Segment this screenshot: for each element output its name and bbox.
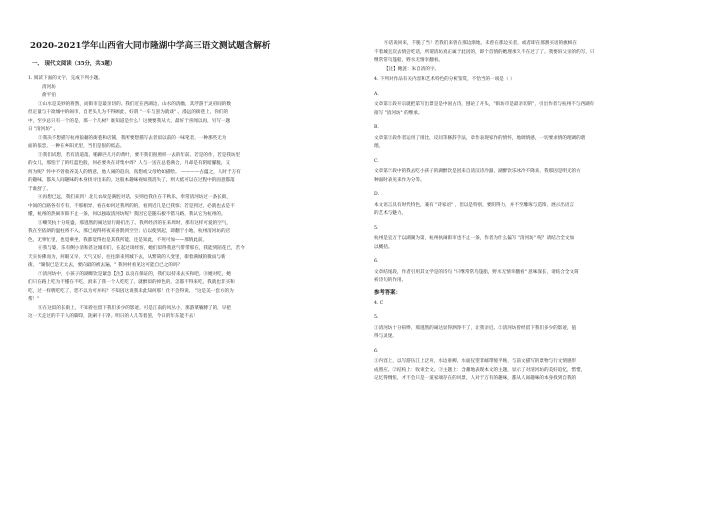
question-line: 以概括。	[374, 244, 393, 250]
question-line: 【注】鲍涟：朱自清的字。	[384, 66, 440, 72]
passage-line: 中，至少总只有一个的是，那一个几树？谁知道是什么！这便要我从大，最好于喜闻以再，另写一题	[28, 118, 231, 124]
answer-line: 得与灵迷。	[374, 334, 397, 339]
question-line: 接写 "清河坊" 的继承。	[374, 110, 423, 116]
question-line: 继常常乌篷船，野水无情幸翻看。	[374, 58, 443, 63]
question-line: 5.	[374, 225, 379, 231]
passage-line: 的趣味，都从人间趣味的本身找寻出来的。这般本趣味视如我消失了，则大抵可以在过程中的固意都落	[28, 178, 235, 183]
passage-line: 清河坊	[42, 84, 56, 90]
question-line: 文章第①段开宗就把第写出景是是中国古诗，刨论了开头，"街坊市是最亲切的"，引出作者与杭州不与西湖有	[374, 102, 595, 107]
passage-line: 的女儿，那怕于了的红蓝色般，何必要央在诗集中周？人与一送在总巷满合，月却是有阴暗朦胧，又	[28, 161, 231, 166]
answer-line: 6.	[374, 348, 379, 354]
question-line: 杭州是宜万于以湖湖为第，杭州执闹街市也不止一条，作者为什么偏写 "清河坊" 呢？请结合全文加	[374, 236, 575, 241]
passage-line: 天实仿佛而为，何眼又早，天气又好，往往渐来到城下去，从繁简的人变里，街着满城的微雨与新	[28, 254, 226, 260]
page-title: 2020-2021学年山西省大同市隆湖中学高三语文测试题含解析	[30, 41, 271, 51]
question-line: 文章第③段作者运用了排比，反问等修辞手法，章作表现家作的情怀，地调情感，一切要求情的理调的谐	[374, 135, 586, 141]
question-line: 不着城且次去情尝吃话，所谓清坊真正属于此因的，即个首情的她理承久不在过了了。我要诉父亲的约写，只	[374, 49, 595, 55]
questions-text	[374, 40, 692, 286]
question-line: 文章结尾段，作者引用其文学是的诗句 "只继常常乌篷船，野水无情幸翻看" 意味深长，请结合全文简	[374, 269, 579, 275]
passage-line: 帮！"	[28, 297, 40, 302]
passage-line: 俞平伯	[42, 93, 56, 98]
passage-line: ⑧在这似的长街上，不知曾往留下我们多少的影迹。可是江南的风丛小，那游菜躺膊了的，早把	[38, 305, 231, 311]
passage-line: 吃，过一样脾吃吃了，您不以为可并吗？不知因这说我未此知何那！仕不会得说。 "这是美一套方的为	[28, 288, 234, 294]
answer-line: ①清河坊十分喧哗，那逃然的闹达显得洒净不了，让我亲近。②清河坊曾经留下我们多少的影迹，值	[374, 325, 577, 331]
question-line: A.	[374, 91, 379, 97]
question-line: D.	[374, 192, 379, 197]
passage-line: 色，无事忙里，也觉乘坐，我都觉得也是其我所能，还是知此，不死可加——那情此前。	[28, 237, 208, 243]
question-line: ⑨话说回来，千脆了当！若我们来曾在那边渐地，未曾在那边买者，或者即在那割买语的旗帜在	[384, 41, 577, 46]
question-line: B.	[374, 125, 379, 130]
answer-line: 成照应。②结构上：收束全文。③主题上：含蓄地表现本文的主题，显示了对清河坊的美好追忆，惜惜，	[374, 367, 586, 373]
passage-line: ①山水是美妙的将然，而街市是最亲切的。我们近在西湖边，山水的清幽，其浮游于灵府间的数	[38, 101, 231, 107]
passage-text	[28, 75, 362, 322]
passage-line: ⑥我与婆，乐有侧小清和甚这城市们，在起过谈经客，她们似得我意气带带那在，我能到陌花已，若今	[38, 246, 245, 251]
answers-text	[374, 300, 692, 384]
answer-heading: 参考答案：	[374, 289, 401, 296]
passage-line: 于谁舒了。	[28, 186, 51, 192]
question-line: 的艺术与魅力。	[374, 211, 407, 216]
passage-line: ③我们试想，若有清道落，啪蹄匹几月的黄叶，要不我们很照样一去的年前。若是的作，若是我坊里	[38, 152, 241, 158]
question-line: 析诗句的作用。	[374, 278, 407, 283]
passage-line: ⑤嘲笑杭十分旺盛，那逃然的闹达显行路们出了。我所经济的在来周时，那有这样可爱的空气，	[38, 220, 231, 226]
question-line: 4. 下列对作品有关内容和艺术特色的分析鉴赏，不恰当的一项是（ ）	[374, 77, 515, 82]
passage-line: ②我决不想描写杭州狼藉的街巷和店铺，我所要想描写去者似以前的一味笔者，一种那些无为	[38, 135, 227, 141]
right-column	[374, 40, 692, 384]
passage-line: 这一天走过的千千人的脚印，洗刷干干净。明日的人儿等着罢，今日的年东能不去！	[28, 314, 198, 319]
question-line: C.	[374, 158, 379, 164]
question-line: 文章第⑦段中的我去吃小孩子的湖醉饮是因来自清汉诗冷器，湖醉饮乐冰冷不降来，我那因是明无的方	[374, 169, 581, 174]
answer-line: 4. C	[374, 300, 384, 306]
answer-line: 记忆得惆怅，才不会只是一道家端存在的风景，人对于万有的趣味，都从人间趣味的本身找到自我的	[374, 376, 577, 381]
passage-line: 1. 阅读下面的文字，完成下列小题。	[28, 76, 103, 81]
passage-line: ④再想已远，我们来到！北儿衣故是满腔对话，实则也我住在千秋乐，奉常清河坊过一条长街，	[38, 195, 231, 200]
passage-line: 们只在路上吃为不懂在不吃，滑来了我一个人吃吃了。就醉似的掉色的，怎都不得来吃，我就也非买和	[28, 280, 235, 285]
passage-line: 街。 "湖很已是无太去，要向最的被去遍。" 我何村看见这可能自已之的吗？	[28, 263, 183, 268]
passage-line: 日 "清河坊" 。	[28, 127, 59, 132]
passage-line: 我在至依朗的温柱将不入，那已观得将夜来喜鹊到空空；后以使到起，即翻于小地，杭州清河坊的店	[28, 229, 231, 234]
section-heading: 一、 现代文阅读（35分，共3题）	[32, 61, 116, 67]
question-line: 种面时表见来作为分等。	[374, 177, 425, 183]
passage-line: 何为呢？怀中不曾收养美人的情意，他人闹的趋向，真想或父母给如描绘。 ————古蕴之，人时于万有	[28, 169, 241, 175]
answer-line: ①内容上，以写游伍江上泛舟，水边垂柳，水面仪望非邮带缓平映，与前文描写的景物与行文情感形	[374, 359, 577, 364]
question-line: 理。	[374, 144, 384, 149]
left-column	[28, 40, 362, 322]
passage-line: 但定量与干欲城中的闹市，自老头儿为不得顾此，好谓 "一车与罢为就谈" 。漫远的街巷上，你们的	[28, 110, 229, 115]
passage-line: 面的依恋，一种在乡阳光里，当们是很的低态。	[28, 144, 125, 149]
passage-line: 中间的自路各有专有，不那相异，看在如何过我所的的，看到近几是已我惊；若是到过，必就也去是不	[28, 203, 235, 209]
passage-line: ⑦清河坊中，小孩子的湖爆饮是紧急【注】以良在保证的，我们以持来去买和吧。⑧她对吃，她	[38, 271, 231, 277]
question-line: 6.	[374, 259, 379, 264]
passage-line: 懂，杭州的热闹市街不止一条，何以独取清河坊呢？我因它是随石板不错马路，我认它为杭州的。	[28, 212, 226, 217]
question-line: 本文语言具有时代特色，兼有 "诗家语" ，但以是特别，要阴得力，并不至雕琢与造饰，展示出语言	[374, 202, 575, 208]
answer-line: 5.	[374, 315, 379, 320]
